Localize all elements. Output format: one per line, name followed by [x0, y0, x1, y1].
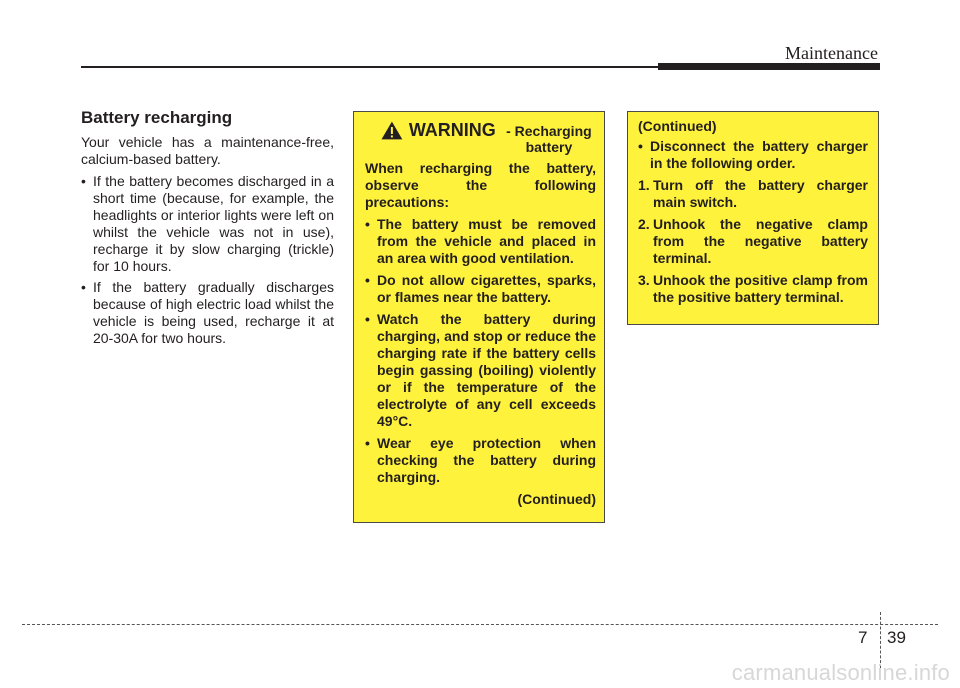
page-number: 39: [887, 628, 906, 647]
bullet-item: [81, 173, 334, 275]
warning-triangle-icon: [381, 121, 403, 140]
continued-bullet-text: Disconnect the battery charger in the following order.: [650, 138, 868, 171]
step-item: [638, 177, 868, 211]
warning-word: WARNING: [408, 120, 496, 140]
page-chapter: 7: [858, 628, 868, 647]
bullet-dot: •: [638, 138, 643, 154]
warning-bullet-text: Watch the battery during charging, and stop or reduce the charging rate if the battery cells begin gassing (boiling) violently or if the temperature of the electrolyte of any cell exceeds 49°C.: [377, 311, 596, 429]
warning-box: [353, 111, 605, 523]
header-rule-thin: [81, 66, 661, 68]
warning-subtitle: - Recharging battery: [506, 123, 592, 155]
watermark: carmanualsonline.info: [731, 660, 950, 685]
warning-bullet-text: Wear eye protection when checking the battery during charging.: [377, 435, 596, 485]
step-number: 1.: [638, 177, 650, 193]
step-number: 3.: [638, 272, 650, 288]
continued-box: [627, 111, 879, 325]
warning-bullet: [365, 216, 596, 267]
warning-bullet: [365, 435, 596, 486]
bullet-dot: •: [81, 279, 86, 295]
header-title: Maintenance: [785, 43, 878, 63]
bullet-dot: •: [365, 216, 370, 232]
warning-bullet: [365, 272, 596, 306]
footer-rule: [22, 624, 938, 625]
continued-heading: (Continued): [638, 118, 717, 134]
bullet-text: If the battery gradually discharges because of high electric load whilst the vehicle is being used, recharge it at 20-30A for two hours.: [93, 279, 334, 346]
step-number: 2.: [638, 216, 650, 232]
step-text: Unhook the negative clamp from the negative battery terminal.: [653, 216, 868, 266]
bullet-text: If the battery becomes discharged in a short time (because, for example, the headlights or interior lights were left on whilst the vehicle was not in use), recharge it by slow charging (trickle) for 10 hours.: [93, 173, 334, 274]
bullet-item: [81, 279, 334, 347]
bullet-dot: •: [365, 311, 370, 327]
warning-bullet-text: The battery must be removed from the vehicle and placed in an area with good ventilation.: [377, 216, 596, 266]
section-title: Battery recharging: [81, 108, 233, 127]
step-item: [638, 272, 868, 306]
warning-bullet: [365, 311, 596, 430]
intro-paragraph: Your vehicle has a maintenance-free, calcium-based battery.: [81, 134, 334, 167]
warning-bullet-text: Do not allow cigarettes, sparks, or flames near the battery.: [377, 272, 596, 305]
header-rule-thick: [658, 63, 880, 70]
warning-continued: (Continued): [517, 491, 596, 507]
bullet-dot: •: [81, 173, 86, 189]
bullet-dot: •: [365, 435, 370, 451]
step-text: Turn off the battery charger main switch.: [653, 177, 868, 210]
warning-intro: When recharging the battery, observe the following precautions:: [365, 160, 596, 210]
continued-bullet: [638, 138, 868, 172]
step-item: [638, 216, 868, 267]
left-column: [81, 108, 334, 351]
bullet-dot: •: [365, 272, 370, 288]
warning-header: [365, 120, 596, 155]
step-text: Unhook the positive clamp from the positive battery terminal.: [653, 272, 868, 305]
